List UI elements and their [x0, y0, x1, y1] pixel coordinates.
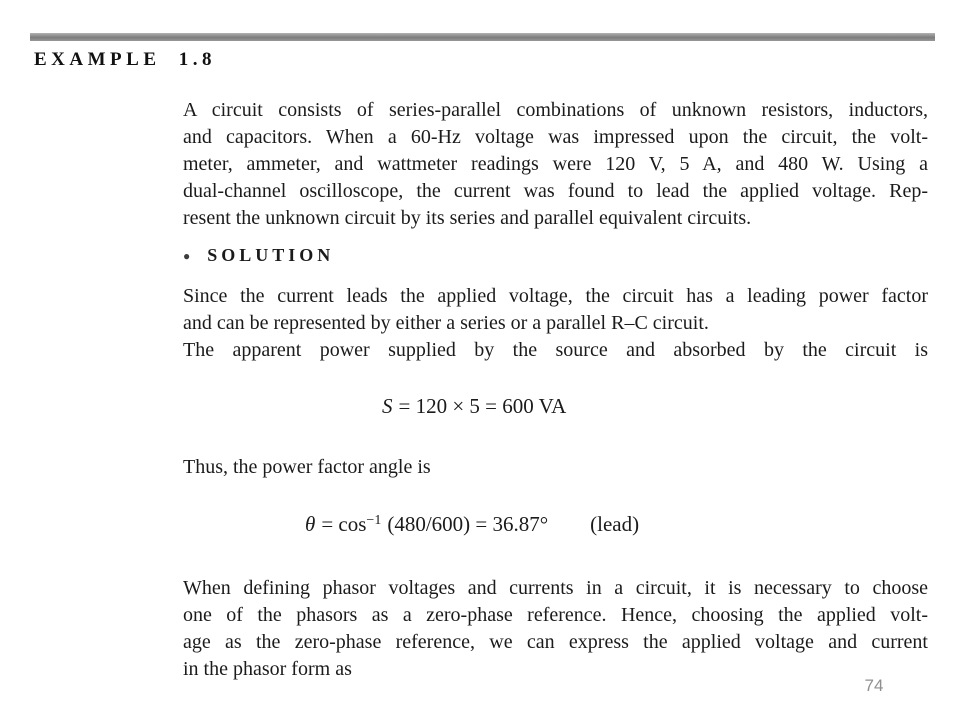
solution-intro-line: and can be represented by either a series or a parallel R–C circuit.: [183, 312, 709, 334]
solution-heading: [183, 245, 334, 266]
example-heading: EXAMPLE 1.8: [34, 49, 216, 70]
problem-line: A circuit consists of series-parallel combinations of unknown resistors, inductors,: [183, 99, 928, 121]
equation-expression: = 120 × 5 = 600 VA: [398, 394, 567, 418]
equation-argument: (480/600) = 36.87°: [387, 512, 549, 536]
closing-line: When defining phasor voltages and currents in a circuit, it is necessary to choose: [183, 577, 928, 599]
page-number: 74: [864, 676, 884, 695]
solution-intro-line: The apparent power supplied by the source and absorbed by the circuit is: [183, 339, 928, 361]
equation-function: = cos: [321, 512, 367, 536]
problem-line: and capacitors. When a 60-Hz voltage was impressed upon the circuit, the volt-: [183, 126, 928, 148]
apparent-power-equation: [382, 394, 566, 419]
closing-line: in the phasor form as: [183, 658, 352, 680]
equation-variable: S: [382, 394, 393, 418]
solution-intro-line: Since the current leads the applied voltage, the circuit has a leading power factor: [183, 285, 928, 307]
power-factor-angle-equation: [305, 512, 639, 537]
lead-annotation: (lead): [590, 512, 640, 536]
top-horizontal-rule: [30, 33, 935, 41]
closing-line: age as the zero-phase reference, we can express the applied voltage and current: [183, 631, 928, 653]
closing-line: one of the phasors as a zero-phase reference. Hence, choosing the applied volt-: [183, 604, 928, 626]
solution-intro: [183, 283, 928, 364]
closing-paragraph: [183, 575, 928, 683]
solution-heading-label: SOLUTION: [207, 245, 335, 265]
problem-statement: [183, 97, 928, 232]
problem-line: resent the unknown circuit by its series and parallel equivalent circuits.: [183, 207, 752, 229]
equation-variable: θ: [305, 512, 316, 536]
problem-line: dual-channel oscilloscope, the current was found to lead the applied voltage. Rep-: [183, 180, 928, 202]
thus-line: Thus, the power factor angle is: [183, 456, 431, 478]
bullet-icon: ●: [183, 248, 195, 263]
problem-line: meter, ammeter, and wattmeter readings were 120 V, 5 A, and 480 W. Using a: [183, 153, 928, 175]
equation-exponent: −1: [366, 513, 382, 528]
